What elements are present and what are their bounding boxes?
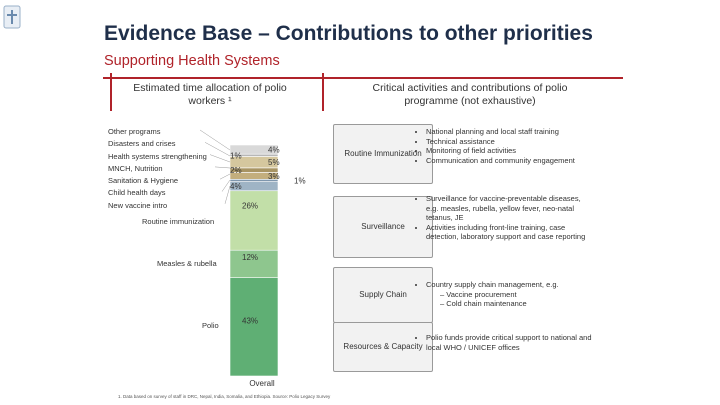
data-label-disasters-and-crises: 1% bbox=[230, 151, 242, 161]
page-subtitle: Supporting Health Systems bbox=[104, 53, 280, 69]
leader-line bbox=[215, 167, 230, 168]
bar-segment-routine-immunization bbox=[230, 191, 278, 250]
list-item: • Technical assistance bbox=[426, 137, 592, 147]
activity-name: Resources & Capacity bbox=[343, 342, 423, 351]
activity-name: Surveillance bbox=[361, 222, 405, 231]
legend-label-child-health-days: Child health days bbox=[108, 188, 166, 198]
legend-label-sanitation: Sanitation & Hygiene bbox=[108, 176, 179, 186]
data-label-sanitation-hygiene: 3% bbox=[268, 171, 280, 181]
legend-label-disasters: Disasters and crises bbox=[108, 139, 176, 149]
x-axis-label: Overall bbox=[249, 379, 275, 388]
activity-name: Routine Immunization bbox=[344, 149, 422, 158]
data-label-health-systems-strengthening: 5% bbox=[268, 158, 280, 168]
page-title: Evidence Base – Contributions to other priorities bbox=[104, 22, 593, 45]
left-section-header: Estimated time allocation of polio workers ¹ bbox=[133, 82, 287, 107]
list-item: • Communication and community engagement bbox=[426, 156, 592, 166]
legend-label-mnch: MNCH, Nutrition bbox=[108, 163, 163, 173]
bar-segment-polio bbox=[230, 278, 278, 376]
data-label-child-health-days: 1% bbox=[294, 176, 306, 186]
list-item: • Surveillance for vaccine-preventable diseases, e.g. measles, rubella, yellow fever, neo-natal tetanus, JE bbox=[426, 194, 592, 223]
activity-desc-supply-chain bbox=[416, 280, 592, 309]
footnote: 1. Data based on survey of staff in DRC, Nepal, India, Somalia, and Ethiopia. Source: Polio Legacy Survey bbox=[118, 394, 331, 399]
data-label-polio: 43% bbox=[242, 316, 259, 326]
list-item: • Activities including front-line training, case detection, laboratory support and case reporting bbox=[426, 223, 592, 242]
side-label-polio: Polio bbox=[202, 321, 219, 330]
side-label-measles-rubella: Measles & rubella bbox=[157, 259, 217, 268]
list-item: • Country supply chain management, e.g. bbox=[426, 280, 592, 290]
legend-label-hss: Health systems strengthening bbox=[108, 151, 207, 161]
data-label-routine-immunization: 26% bbox=[242, 201, 259, 211]
leader-line bbox=[200, 130, 230, 150]
activity-name: Supply Chain bbox=[359, 290, 407, 299]
list-subitem: – Vaccine procurement bbox=[440, 289, 517, 299]
list-item: • Polio funds provide critical support to national and local WHO / UNICEF offices bbox=[426, 333, 592, 352]
right-section-header: Critical activities and contributions of polio programme (not exhaustive) bbox=[372, 82, 568, 107]
side-label-routine-immunization: Routine immunization bbox=[142, 217, 215, 226]
data-label-measles-rubella: 12% bbox=[242, 253, 259, 263]
data-label-new-vaccine-intro: 4% bbox=[230, 182, 242, 192]
legend-label-other-programs: Other programs bbox=[108, 127, 161, 136]
list-subitem: – Cold chain maintenance bbox=[440, 299, 527, 309]
activity-desc-surveillance bbox=[416, 194, 592, 242]
leader-line bbox=[210, 155, 230, 162]
list-item: • National planning and local staff training bbox=[426, 127, 592, 137]
data-label-mnch-nutrition: 2% bbox=[230, 166, 242, 176]
data-label-other-programs: 4% bbox=[268, 145, 280, 155]
activity-desc-routine bbox=[416, 127, 592, 165]
leader-line bbox=[220, 174, 230, 179]
legend-label-new-vaccine: New vaccine intro bbox=[108, 200, 168, 210]
leader-line bbox=[205, 142, 230, 156]
list-item: • Monitoring of field activities bbox=[426, 146, 592, 156]
activity-desc-resources bbox=[416, 333, 592, 352]
